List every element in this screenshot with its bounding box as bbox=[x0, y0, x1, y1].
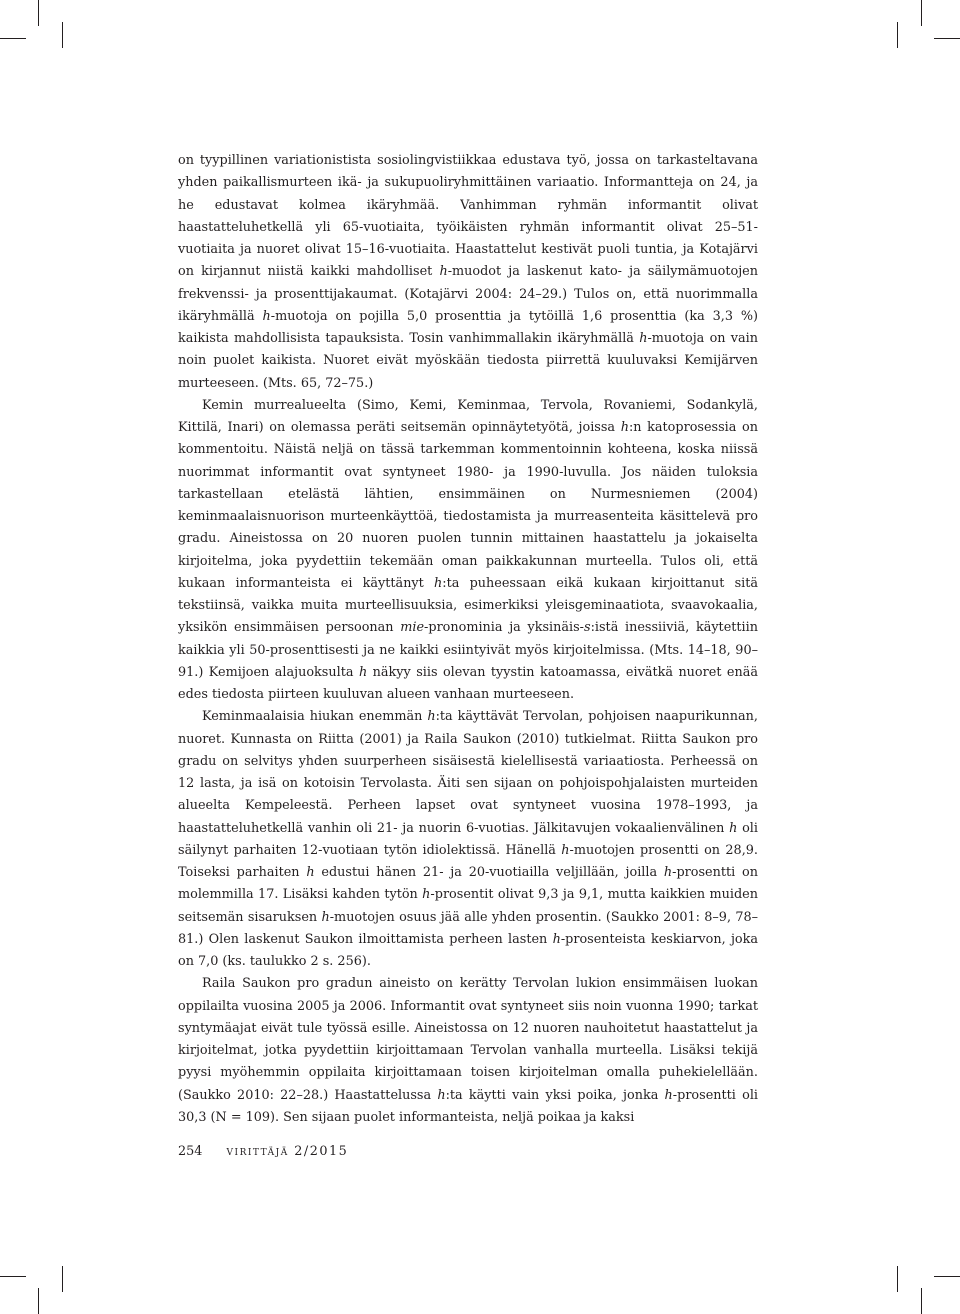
paragraph-4: Raila Saukon pro gradun aineisto on kerätty Tervolan lukion ensimmäisen luokan oppilailta vuosina 2005 ja 2006. Informantit ovat syntyneet siis noin vuonna 1990; tarkat syntymäajat eivät tule työssä esille. Aineistossa on 12 nuoren nauhoitetut haastattelut ja kirjoitelmat, jotka pyydettiin kirjoittamaan Tervolan vanhalla murteella. Lisäksi tekijä pyysi myöhemmin oppilaita kirjoittamaan toisen kirjoitelman omalla puhekielellään. (Saukko 2010: 22–28.) Haastattelussa h:ta käytti vain yksi poika, jonka h-prosentti oli 30,3 (N = 109). Sen sijaan puolet informanteista, neljä poikaa ja kaksi bbox=[178, 976, 759, 1125]
crop-mark-top-left-h bbox=[0, 38, 26, 39]
crop-mark-bottom-left-v bbox=[38, 1288, 39, 1314]
paragraph-3: Keminmaalaisia hiukan enemmän h:ta käyttävät Tervolan, pohjoisen naapurikunnan, nuoret. Kunnasta on Riitta (2001) ja Raila Saukon (2010) tutkielmat. Riitta Saukon pro gradu on selvitys yhden suurperheen sisäisestä kielellisestä variaatiosta. Perheessä on 12 lasta, ja isä on kotoisin Tervolasta. Äiti sen sijaan on pohjoispohjalaisten murteiden alueelta Kempeleestä. Perheen lapset ovat syntyneet vuosina 1978–1993, ja haastatteluhetkellä vanhin oli 21- ja nuorin 6-vuotias. Jälkitavujen vokaalienvälinen h oli säilynyt parhaiten 12-vuotiaan tytön idiolektissä. Hänellä h-muotojen prosentti on 28,9. Toiseksi parhaiten h edustui hänen 21- ja 20-vuotiailla veljillään, joilla h-prosentti on molemmilla 17. Lisäksi kahden tytön h-prosentit olivat 9,3 ja 9,1, mutta kaikkien muiden seitsemän sisaruksen h-muotojen osuus jää alle yhden prosentin. (Saukko 2001: 8–9, 78–81.) Olen laskenut Saukon ilmoittamista perheen lasten h-prosenteista keskiarvon, joka on 7,0 (ks. taulukko 2 s. 256). bbox=[178, 709, 759, 969]
crop-mark-top-right-v bbox=[921, 0, 922, 26]
crop-mark-top-left2-v bbox=[62, 22, 63, 48]
paragraph-2: Kemin murrealueelta (Simo, Kemi, Keminmaa, Tervola, Rovaniemi, Sodankylä, Kittilä, Inari) on olemassa peräti seitsemän opinnäytetyötä, joissa h:n katoprosessia on kommentoitu. Näistä neljä on tässä tarkemman kommentoinnin kohteena, koska niissä nuorimmat informantit ovat syntyneet 1980- ja 1990-luvulla. Jos näiden tuloksia tarkastellaan etelästä lähtien, ensimmäinen on Nurmesniemen (2004) keminmaalaisnuorison murteenkäyttöä, tiedostamista ja murreasenteita käsittelevä pro gradu. Aineistossa on 20 nuoren puolen tunnin mittainen haastattelu ja jokaiselta kirjoitelma, joka pyydettiin tekemään oman paikkakunnan murteella. Tulos oli, että kukaan informanteista ei käyttänyt h:ta puheessaan eikä kukaan kirjoittanut sitä tekstiinsä, vaikka muita murteellisuuksia, esimerkiksi yleisgeminaatiota, svaavokaalia, yksikön ensimmäisen persoonan mie-pronominia ja yksinäis-s:istä inessiiviä, käytettiin kaikkia yli 50-prosenttisesti ja ne kaikki esiintyivät myös kirjoitelmissa. (Mts. 14–18, 90–91.) Kemijoen alajuoksulta h näkyy siis olevan tyystin katoamassa, eivätkä nuoret enää edes tiedosta piirteen kuuluvan alueen vanhaan murteeseen. bbox=[178, 397, 759, 702]
journal-name: virittäjä 2/2015 bbox=[226, 1144, 349, 1159]
crop-mark-bottom-right2-v bbox=[897, 1266, 898, 1292]
article-body bbox=[178, 150, 758, 1129]
paragraph-1: on tyypillinen variationistista sosiolingvistiikkaa edustava työ, jossa on tarkasteltavana yhden paikallismurteen ikä- ja sukupuoliryhmittäinen variaatio. Informantteja on 24, ja he edustavat kolmea ikäryhmää. Vanhimman ryhmän informantit olivat haastatteluhetkellä yli 65-vuotiaita, työikäisten ryhmän informantit olivat 25–51-vuotiaita ja nuoret olivat 15–16-vuotiaita. Haastattelut kestivät puoli tuntia, ja Kotajärvi on kirjannut niistä kaikki mahdolliset h-muodot ja laskenut kato- ja säilymämuotojen frekvenssi- ja prosenttijakaumat. (Kotajärvi 2004: 24–29.) Tulos on, että nuorimmalla ikäryhmällä h-muotoja on pojilla 5,0 prosenttia ja tytöillä 1,6 prosenttia (ka 3,3 %) kaikista mahdollisista tapauksista. Tosin vanhimmallakin ikäryhmällä h-muotoja on vain noin puolet kaikista. Nuoret eivät myöskään tiedosta piirrettä kuuluvaksi Kemijärven murteeseen. (Mts. 65, 72–75.) bbox=[178, 153, 758, 391]
crop-mark-top-left-v bbox=[38, 0, 39, 26]
crop-mark-bottom-left2-v bbox=[62, 1266, 63, 1292]
crop-mark-bottom-left-h bbox=[0, 1276, 26, 1277]
crop-mark-bottom-right-h bbox=[934, 1276, 960, 1277]
crop-mark-bottom-right-v bbox=[921, 1288, 922, 1314]
page-footer bbox=[178, 1141, 348, 1163]
crop-mark-top-right2-v bbox=[897, 22, 898, 48]
page-number: 254 bbox=[178, 1144, 203, 1159]
crop-mark-top-right-h bbox=[934, 38, 960, 39]
